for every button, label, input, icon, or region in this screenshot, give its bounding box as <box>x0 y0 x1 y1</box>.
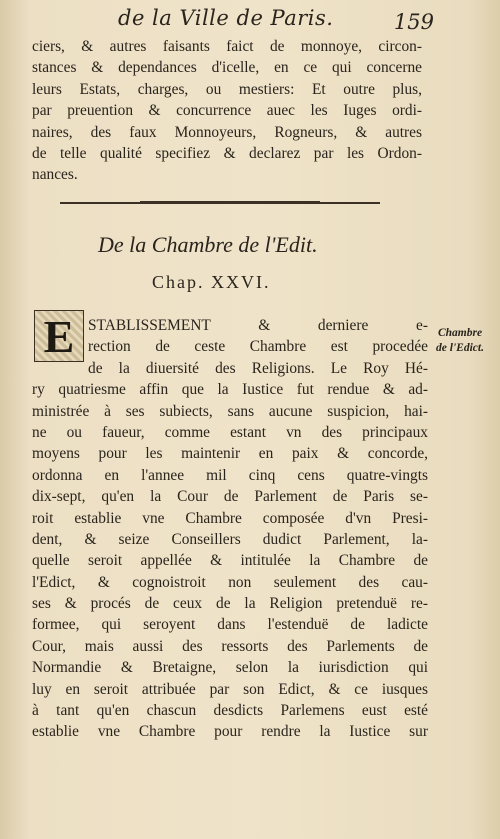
text-line: luy en seroit attribuée par son Edict, & ce iusques <box>32 680 428 698</box>
section-title: De la Chambre de l'Edit. <box>98 232 318 257</box>
chapter-label: Chap. XXVI. <box>152 272 271 292</box>
text-line: formee, qui seroyent dans l'estenduë de ladicte <box>32 616 428 634</box>
text-line: roit establie vne Chambre composée d'vn Presi- <box>32 509 428 527</box>
marginal-note-line: de l'Edict. <box>436 342 484 354</box>
text-line: ses & procés de ceux de la Religion pretenduë re- <box>32 595 428 613</box>
text-line: Cour, mais aussi des ressorts des Parlements de <box>32 637 428 655</box>
text-line: ciers, & autres faisants faict de monnoye, circon- <box>32 38 422 55</box>
text-line: rection de ceste Chambre est procedée <box>88 338 428 356</box>
text-line: quelle seroit appellée & intitulée la Chambre de <box>32 552 428 570</box>
drop-cap-letter: E <box>43 310 75 362</box>
text-line: ne ou faueur, comme estant vn des principaux <box>32 423 428 441</box>
text-line: à tant qu'en chascun desdicts Parlemens eust esté <box>32 702 428 720</box>
text-line: Normandie & Bretaigne, selon la iurisdiction qui <box>32 659 428 677</box>
text-line: l'Edict, & cognoistroit non seulement des cau- <box>32 573 428 591</box>
text-line: de la diuersité des Religions. Le Roy Hé- <box>88 359 428 377</box>
text-line: moyens pour les maintenir en paix & concorde, <box>32 445 428 463</box>
text-line: par preuention & concurrence auec les Iuges ordi- <box>32 102 422 120</box>
text-line: ministrée à ses subiects, sans aucune suspicion, hai- <box>32 402 428 420</box>
body-paragraph <box>32 315 428 743</box>
text-line: de telle qualité specifiez & declarez par les Ordon- <box>32 144 422 162</box>
text-line: nances. <box>32 166 78 184</box>
text-line: dix-sept, qu'en la Cour de Parlement de Paris se- <box>32 488 428 506</box>
text-line: establie vne Chambre pour rendre la Iustice sur <box>32 723 428 741</box>
running-head: de la Ville de Paris. <box>118 6 334 30</box>
section-divider-rule <box>60 202 380 204</box>
page-number: 159 <box>393 10 434 34</box>
text-line: leurs Estats, charges, ou mestiers: Et outre plus, <box>32 80 422 98</box>
text-line: ordonna en l'annee mil cinq cens quatre-vingts <box>32 466 428 484</box>
marginal-note-line: Chambre <box>437 327 483 339</box>
text-line: STABLISSEMENT & derniere e- <box>88 317 428 334</box>
text-line: stances & dependances d'icelle, en ce qui concerne <box>32 59 422 77</box>
top-paragraph <box>32 36 422 186</box>
text-line: ry quatriesme affin que la Iustice fut rendue & ad- <box>32 381 428 399</box>
marginal-note <box>422 326 498 356</box>
text-line: naires, des faux Monnoyeurs, Rogneurs, & autres <box>32 123 422 141</box>
text-line: dent, & seize Conseillers dudict Parlement, la- <box>32 530 428 548</box>
